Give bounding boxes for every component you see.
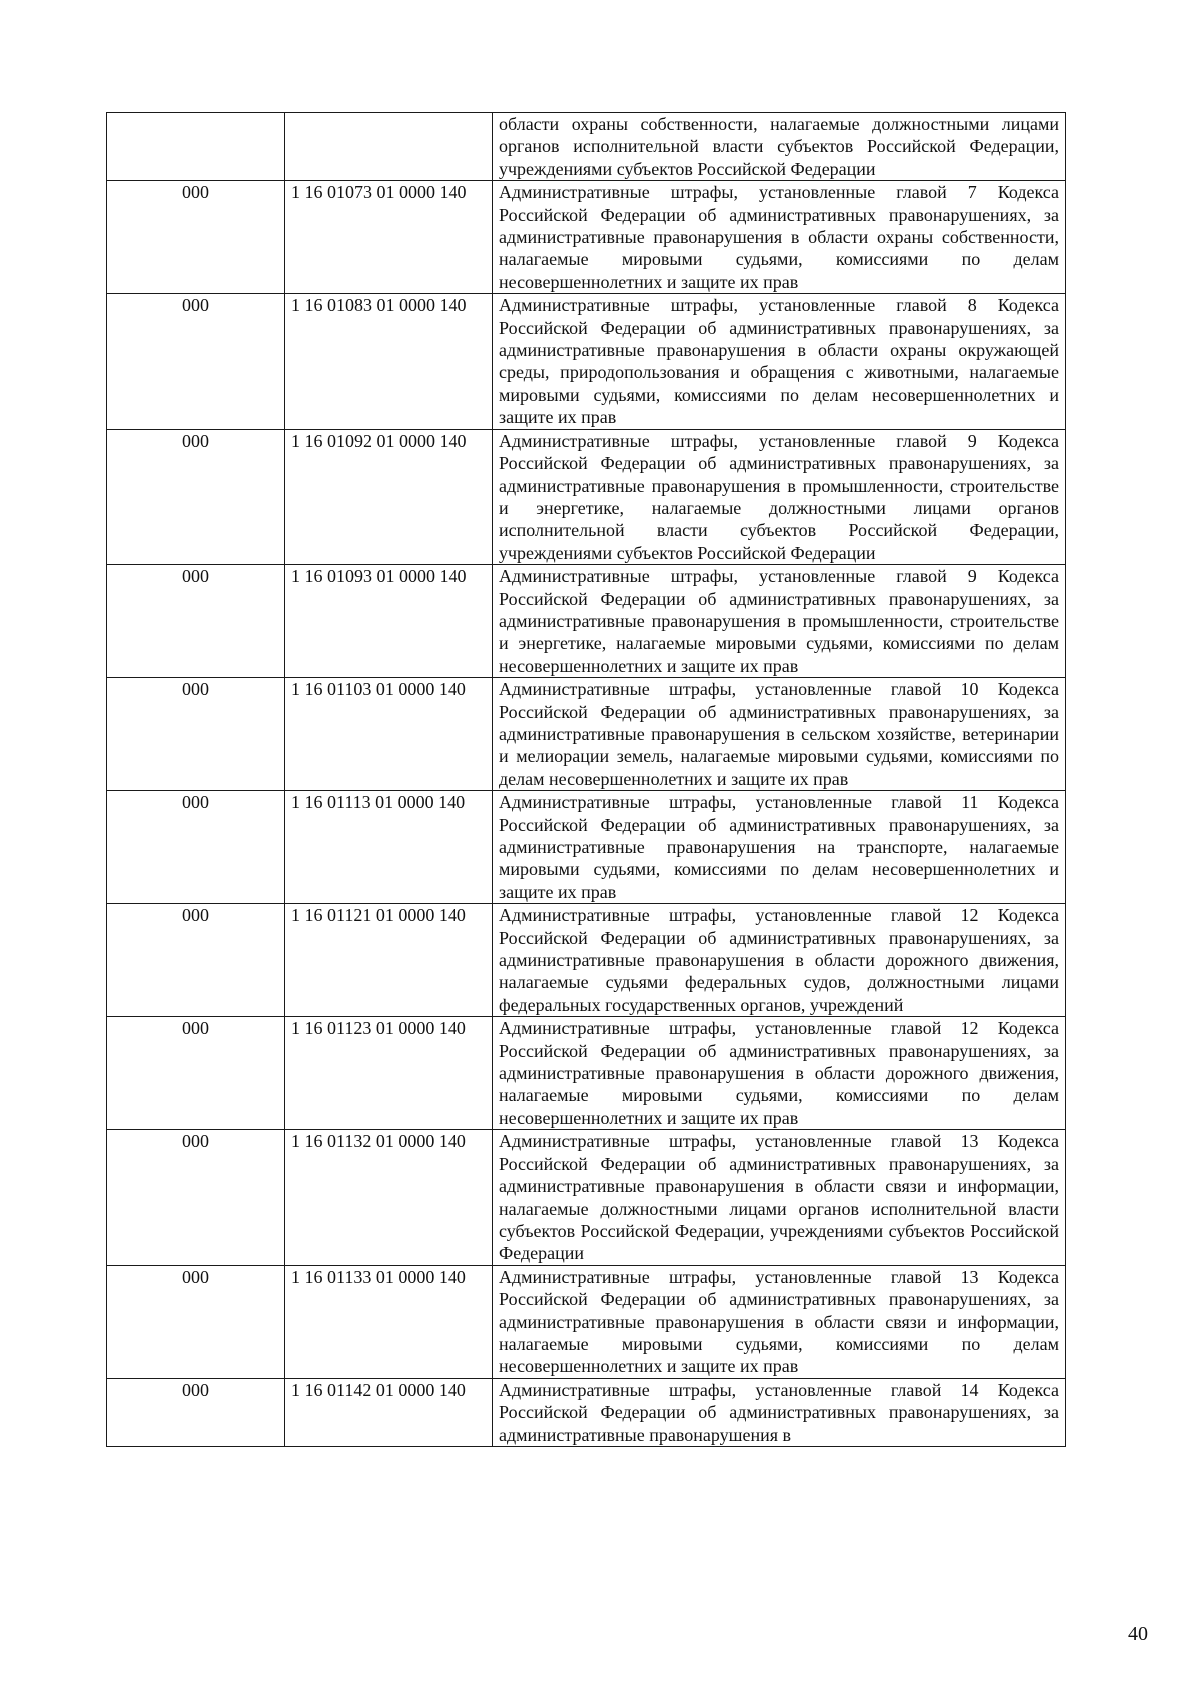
description-cell: Административные штрафы, установленные главой 13 Кодекса Российской Федерации об административных правонарушениях, за административные правонарушения в области связи и информации, налагаемые мировыми судьями, комиссиями по делам несовершеннолетних и защите их прав bbox=[493, 1265, 1066, 1378]
description-cell: Административные штрафы, установленные главой 8 Кодекса Российской Федерации об административных правонарушениях, за административные правонарушения в области охраны окружающей среды, природопользования и обращения с животными, налагаемые мировыми судьями, комиссиями по делам несовершеннолетних и защите их прав bbox=[493, 294, 1066, 429]
admin-code-cell: 000 bbox=[107, 791, 285, 904]
admin-code-cell: 000 bbox=[107, 1017, 285, 1130]
kbk-code-cell: 1 16 01083 01 0000 140 bbox=[285, 294, 493, 429]
kbk-table bbox=[106, 112, 1066, 1447]
description-cell: Административные штрафы, установленные главой 13 Кодекса Российской Федерации об административных правонарушениях, за административные правонарушения в области связи и информации, налагаемые должностными лицами органов исполнительной власти субъектов Российской Федерации, учреждениями субъектов Российской Федерации bbox=[493, 1130, 1066, 1265]
admin-code-cell: 000 bbox=[107, 1265, 285, 1378]
description-cell: Административные штрафы, установленные главой 14 Кодекса Российской Федерации об административных правонарушениях, за административные правонарушения в bbox=[493, 1378, 1066, 1446]
admin-code-cell: 000 bbox=[107, 904, 285, 1017]
description-cell: Административные штрафы, установленные главой 7 Кодекса Российской Федерации об административных правонарушениях, за административные правонарушения в области охраны собственности, налагаемые мировыми судьями, комиссиями по делам несовершеннолетних и защите их прав bbox=[493, 181, 1066, 294]
admin-code-cell: 000 bbox=[107, 1378, 285, 1446]
table-row bbox=[107, 294, 1066, 429]
admin-code-cell: 000 bbox=[107, 1130, 285, 1265]
description-cell: Административные штрафы, установленные главой 12 Кодекса Российской Федерации об административных правонарушениях, за административные правонарушения в области дорожного движения, налагаемые мировыми судьями, комиссиями по делам несовершеннолетних и защите их прав bbox=[493, 1017, 1066, 1130]
description-cell: Административные штрафы, установленные главой 9 Кодекса Российской Федерации об административных правонарушениях, за административные правонарушения в промышленности, строительстве и энергетике, налагаемые мировыми судьями, комиссиями по делам несовершеннолетних и защите их прав bbox=[493, 565, 1066, 678]
kbk-code-cell: 1 16 01133 01 0000 140 bbox=[285, 1265, 493, 1378]
page-number: 40 bbox=[1128, 1623, 1148, 1645]
kbk-code-cell: 1 16 01121 01 0000 140 bbox=[285, 904, 493, 1017]
table-row bbox=[107, 791, 1066, 904]
admin-code-cell: 000 bbox=[107, 181, 285, 294]
table-row bbox=[107, 904, 1066, 1017]
admin-code-cell: 000 bbox=[107, 429, 285, 564]
kbk-code-cell: 1 16 01123 01 0000 140 bbox=[285, 1017, 493, 1130]
table-row bbox=[107, 1378, 1066, 1446]
table-row bbox=[107, 1265, 1066, 1378]
kbk-code-cell bbox=[285, 113, 493, 181]
kbk-code-cell: 1 16 01103 01 0000 140 bbox=[285, 678, 493, 791]
table-row bbox=[107, 565, 1066, 678]
admin-code-cell: 000 bbox=[107, 294, 285, 429]
kbk-code-cell: 1 16 01142 01 0000 140 bbox=[285, 1378, 493, 1446]
admin-code-cell: 000 bbox=[107, 678, 285, 791]
table-row bbox=[107, 1017, 1066, 1130]
table-row bbox=[107, 1130, 1066, 1265]
description-cell: области охраны собственности, налагаемые должностными лицами органов исполнительной власти субъектов Российской Федерации, учреждениями субъектов Российской Федерации bbox=[493, 113, 1066, 181]
table-row bbox=[107, 181, 1066, 294]
table-row bbox=[107, 113, 1066, 181]
description-cell: Административные штрафы, установленные главой 12 Кодекса Российской Федерации об административных правонарушениях, за административные правонарушения в области дорожного движения, налагаемые судьями федеральных судов, должностными лицами федеральных государственных органов, учреждений bbox=[493, 904, 1066, 1017]
description-cell: Административные штрафы, установленные главой 11 Кодекса Российской Федерации об административных правонарушениях, за административные правонарушения на транспорте, налагаемые мировыми судьями, комиссиями по делам несовершеннолетних и защите их прав bbox=[493, 791, 1066, 904]
table-row bbox=[107, 429, 1066, 564]
kbk-code-cell: 1 16 01132 01 0000 140 bbox=[285, 1130, 493, 1265]
admin-code-cell: 000 bbox=[107, 565, 285, 678]
table-row bbox=[107, 678, 1066, 791]
description-cell: Административные штрафы, установленные главой 9 Кодекса Российской Федерации об административных правонарушениях, за административные правонарушения в промышленности, строительстве и энергетике, налагаемые должностными лицами органов исполнительной власти субъектов Российской Федерации, учреждениями субъектов Российской Федерации bbox=[493, 429, 1066, 564]
kbk-code-cell: 1 16 01113 01 0000 140 bbox=[285, 791, 493, 904]
kbk-code-cell: 1 16 01093 01 0000 140 bbox=[285, 565, 493, 678]
kbk-code-cell: 1 16 01092 01 0000 140 bbox=[285, 429, 493, 564]
kbk-code-cell: 1 16 01073 01 0000 140 bbox=[285, 181, 493, 294]
admin-code-cell bbox=[107, 113, 285, 181]
description-cell: Административные штрафы, установленные главой 10 Кодекса Российской Федерации об административных правонарушениях, за административные правонарушения в сельском хозяйстве, ветеринарии и мелиорации земель, налагаемые мировыми судьями, комиссиями по делам несовершеннолетних и защите их прав bbox=[493, 678, 1066, 791]
table-body bbox=[107, 113, 1066, 1447]
